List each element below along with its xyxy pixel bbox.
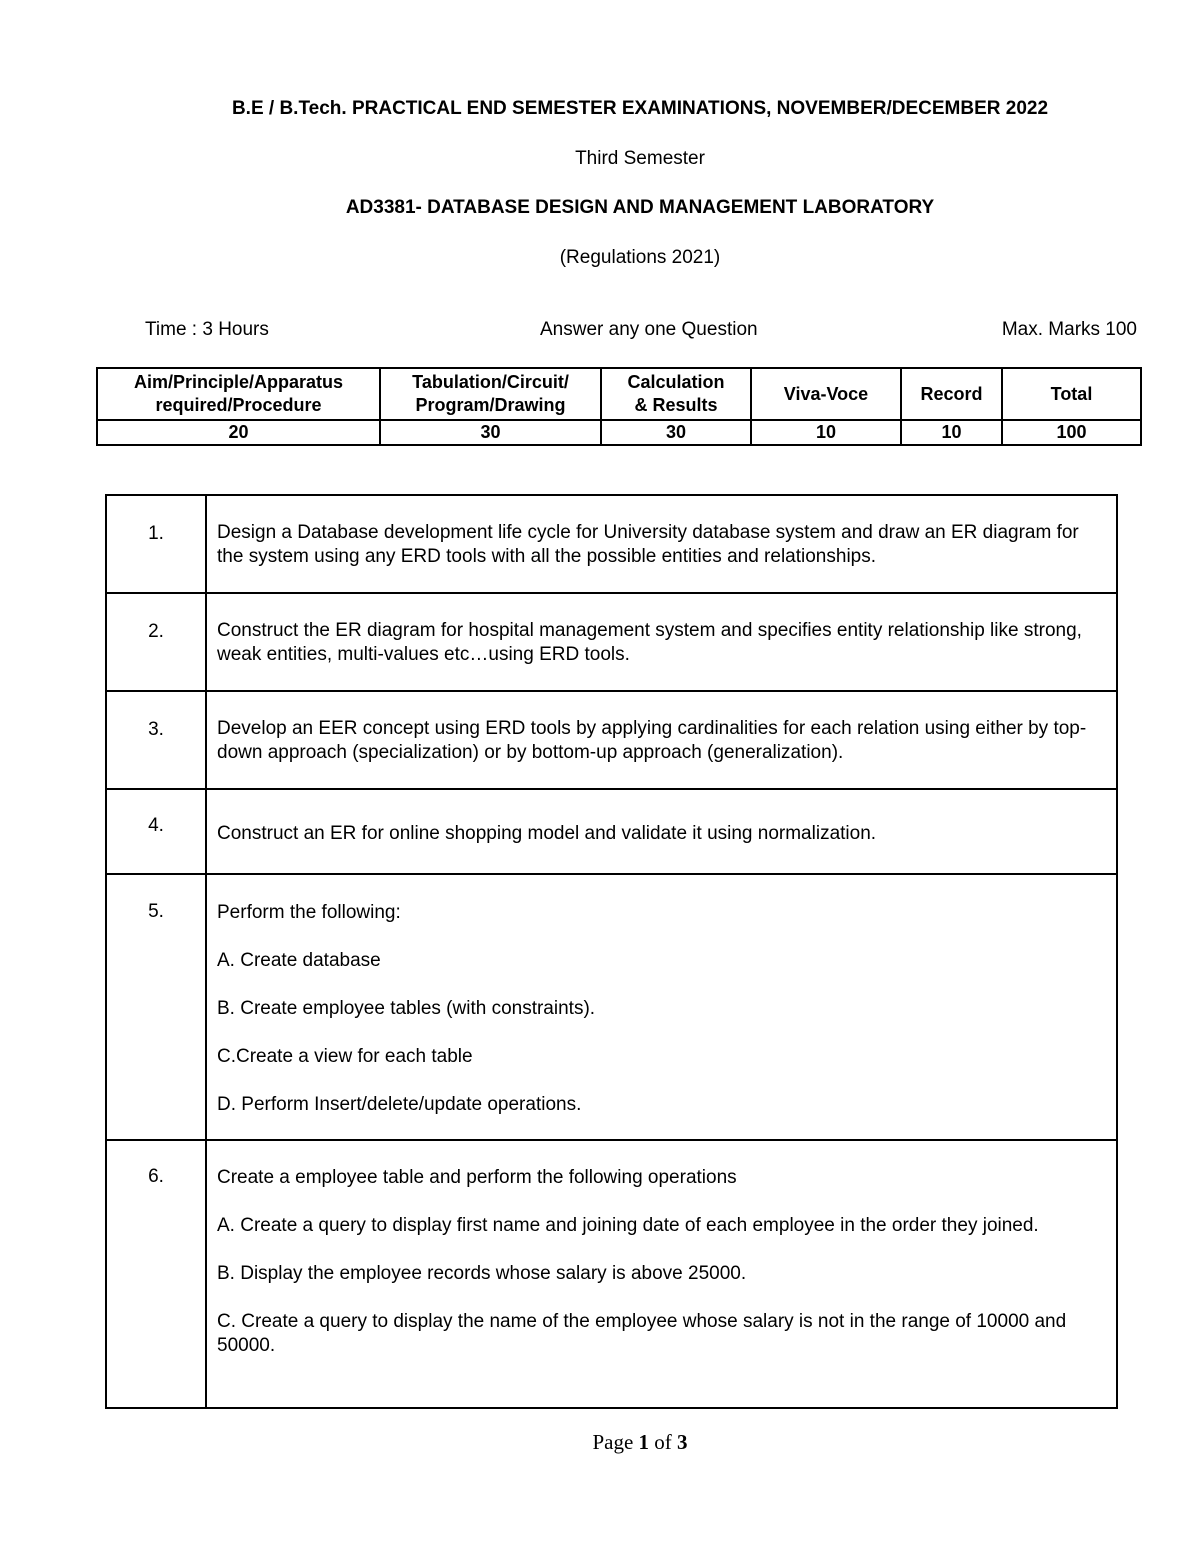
question-row [106,789,1117,874]
question-number: 6. [106,1140,206,1408]
question-number: 5. [106,874,206,1140]
max-marks: Max. Marks 100 [1001,319,1137,340]
question-number: 4. [106,789,206,874]
marks-header-cell: Total [1002,368,1141,420]
question-text: Design a Database development life cycle for University database system and draw an ER diagram for the system using any ERD tools with all the possible entities and relationships. [206,495,1117,593]
marks-values-row [97,420,1141,445]
course-title: AD3381- DATABASE DESIGN AND MANAGEMENT LABORATORY [345,197,935,218]
question-row [106,874,1117,1140]
questions-table [105,494,1118,1409]
question-text: Develop an EER concept using ERD tools by applying cardinalities for each relation using either by top-down approach (specialization) or by bottom-up approach (generalization). [206,691,1117,789]
marks-distribution-table [96,367,1142,446]
question-number: 3. [106,691,206,789]
page-total: 3 [677,1430,688,1454]
regulations: (Regulations 2021) [559,247,721,268]
marks-value-cell: 30 [380,420,601,445]
page-label: Page [592,1430,634,1454]
time-duration: Time : 3 Hours [145,319,269,340]
marks-header-cell: Aim/Principle/Apparatus required/Procedure [97,368,380,420]
question-text: Create a employee table and perform the following operations A. Create a query to display first name and joining date of each employee in the order they joined. B. Display the employee records whose salary is above 25000. C. Create a query to display the name of the employee whose salary is not in the range of 10000 and 50000. [206,1140,1117,1408]
question-row [106,495,1117,593]
answer-instruction: Answer any one Question [540,319,758,340]
marks-header-cell: Record [901,368,1002,420]
marks-header-cell: Tabulation/Circuit/ Program/Drawing [380,368,601,420]
question-row [106,1140,1117,1408]
exam-meta-row [145,319,1137,345]
marks-header-row [97,368,1141,420]
marks-value-cell: 20 [97,420,380,445]
marks-value-cell: 100 [1002,420,1141,445]
semester: Third Semester [575,148,705,169]
question-text: Construct the ER diagram for hospital management system and specifies entity relationship like strong, weak entities, multi-values etc…using ERD tools. [206,593,1117,691]
marks-value-cell: 10 [901,420,1002,445]
question-row [106,691,1117,789]
page-current: 1 [638,1430,650,1454]
question-row [106,593,1117,691]
marks-value-cell: 30 [601,420,751,445]
page-footer [0,1430,1200,1455]
exam-title: B.E / B.Tech. PRACTICAL END SEMESTER EXAMINATIONS, NOVEMBER/DECEMBER 2022 [231,98,1049,119]
question-text: Construct an ER for online shopping model and validate it using normalization. [206,789,1117,874]
marks-header-cell: Calculation & Results [601,368,751,420]
marks-header-cell: Viva-Voce [751,368,901,420]
question-number: 2. [106,593,206,691]
question-number: 1. [106,495,206,593]
marks-value-cell: 10 [751,420,901,445]
page-of: of [654,1430,672,1454]
question-text: Perform the following: A. Create database B. Create employee tables (with constraints). C.Create a view for each table D. Perform Insert/delete/update operations. [206,874,1117,1140]
